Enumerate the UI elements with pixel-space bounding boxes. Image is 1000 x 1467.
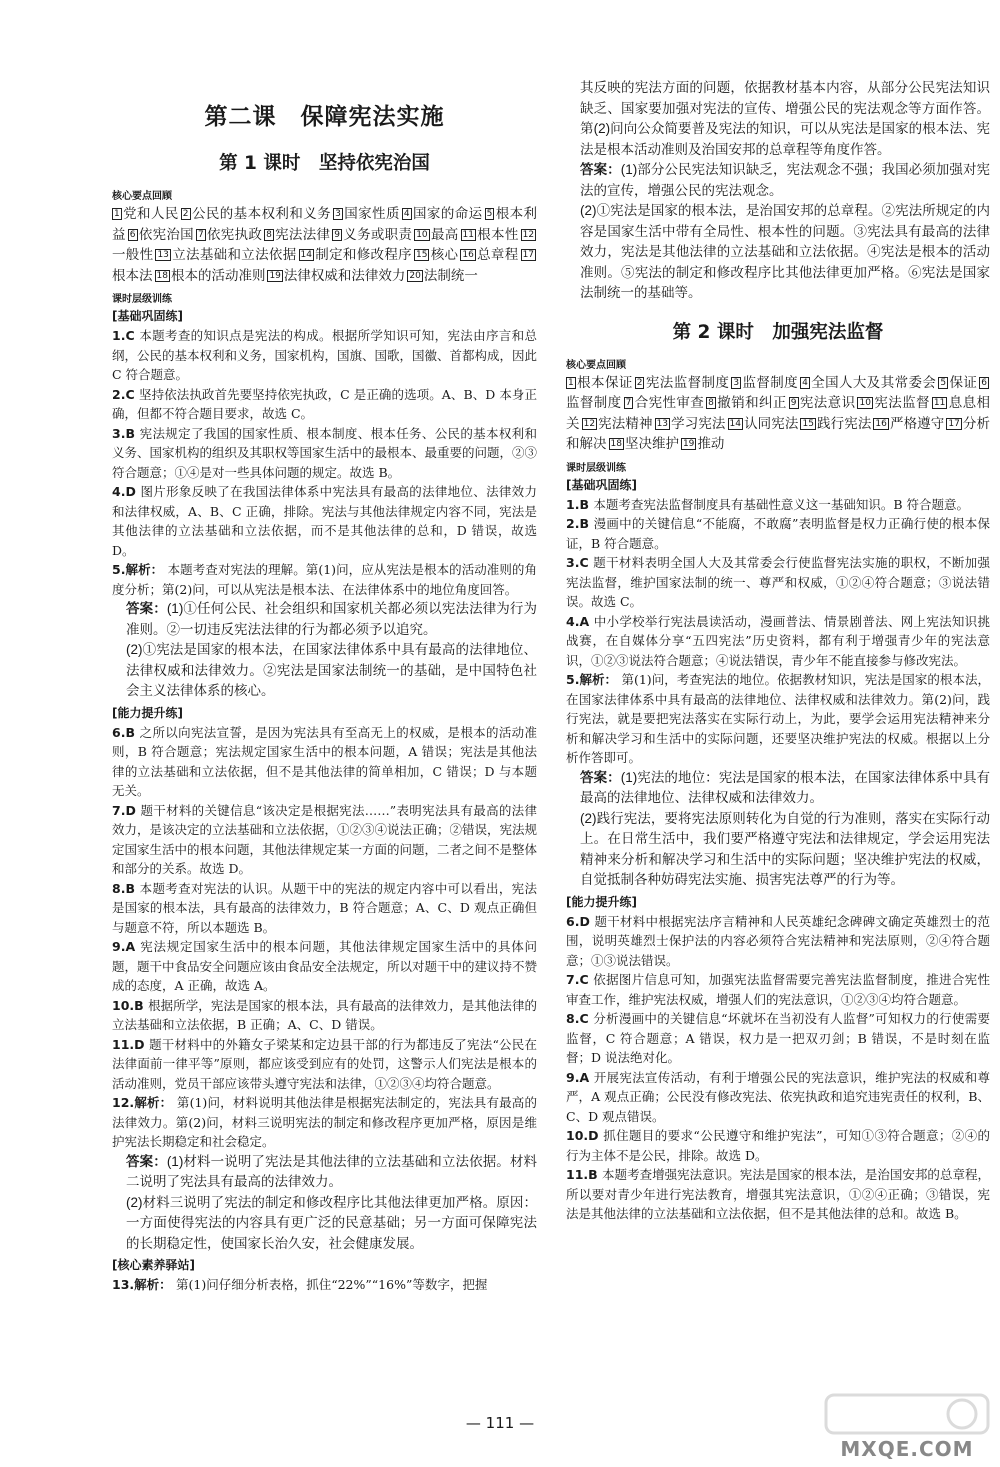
knowledge-text: 宪法法律	[274, 226, 331, 243]
knowledge-number: 6	[129, 229, 136, 240]
knowledge-text: 立法基础和立法依据	[171, 247, 297, 263]
knowledge-text: 最高	[430, 226, 459, 243]
knowledge-number: 18	[156, 270, 168, 281]
knowledge-number: 16	[462, 250, 474, 260]
answer-text: 依据图片信息可知，加强宪法监督需要完善宪法监督制度，推进合宪性审查工作，维护宪法权威，增强人们的宪法意识，①②③④均符合题意。	[566, 972, 990, 1007]
knowledge-number: 7	[625, 398, 632, 408]
answer-paragraph	[112, 640, 537, 702]
knowledge-item	[857, 395, 929, 411]
knowledge-text: 根本利益	[112, 206, 538, 243]
knowledge-number: 2	[182, 209, 189, 219]
knowledge-number: 11	[462, 229, 474, 240]
answer-item	[112, 385, 537, 424]
answer-label: 答案：	[580, 162, 621, 178]
knowledge-list	[112, 204, 537, 286]
knowledge-text: 依宪治国	[138, 226, 194, 243]
basic-practice-bar: [基础巩固练]	[112, 309, 183, 323]
answer-text: 图片形象反映了在我国法律体系中宪法具有最高的法律地位、法律效力和法律权威，A、B、C 正确，排除。宪法与其他法律规定内容不同，宪法是其他法律的立法基础和立法依据，而不是其他法律的总和，D 错误，故选 D。	[112, 484, 537, 558]
knowledge-text: 宪法意识	[799, 395, 856, 411]
answer-text: 本题考查增强宪法意识。宪法是国家的根本法，是治国安邦的总章程，所以要对青少年进行宪法教育，增强其宪法意识，①②④正确；③错误，宪法是其他法律的立法基础和立法依据，但不是其他法律的总和。故选 B。	[566, 1167, 990, 1221]
knowledge-item	[267, 268, 405, 284]
page-number: — 111 —	[465, 1414, 535, 1432]
knowledge-text: 根本性	[476, 226, 519, 243]
knowledge-number: 15	[415, 250, 428, 260]
answer-text: 分析漫画中的关键信息“坏就坏在当初没有人监督”可知权力的行使需要监督，C 符合题意；A 错误，权力是一把双刃剑；B 错误，不是时刻在监督；D 说法绝对化。	[566, 1011, 990, 1065]
knowledge-text: 根本保证	[576, 374, 633, 391]
knowledge-text: 核心	[430, 247, 459, 263]
knowledge-text: 坚决维护	[624, 436, 679, 452]
knowledge-number: 3	[733, 377, 740, 388]
answer-item	[566, 1068, 990, 1127]
answer-key: 5.解析：	[112, 562, 168, 577]
knowledge-number: 5	[940, 377, 947, 388]
answer-paragraph	[112, 1152, 537, 1193]
knowledge-text: 公民的基本权利和义务	[191, 206, 332, 222]
lesson-title: 第二课 保障宪法实施	[204, 104, 445, 130]
knowledge-number: 7	[197, 229, 204, 240]
answer-key: 8.B	[112, 880, 140, 896]
answer-key: 6.D	[566, 913, 595, 929]
knowledge-item	[196, 227, 262, 243]
answer-paragraph	[566, 809, 990, 891]
knowledge-number: 9	[790, 398, 797, 408]
answer-key: 9.A	[566, 1069, 594, 1085]
answer-item	[566, 1009, 990, 1068]
knowledge-item	[800, 416, 871, 432]
ability-items	[112, 723, 537, 1152]
answer-text: 漫画中的关键信息“不能腐，不敢腐”表明监督是权力正确行使的根本保证，B 符合题意。	[566, 516, 990, 551]
knowledge-item	[155, 247, 296, 263]
answer-paragraph	[566, 160, 990, 201]
answer-text: 之所以向宪法宣誓，是因为宪法具有至高无上的权威，是根本的活动准则，B 符合题意；宪法规定国家生活中的根本问题，A 错误；宪法是其他法律的立法基础和立法依据，但不是其他法律的简单相加，C 错误；D 与本题无关。	[112, 724, 537, 798]
answer-label: 答案：	[126, 1153, 167, 1170]
answer-label: 答案：	[580, 769, 621, 786]
knowledge-number: 10	[859, 398, 871, 408]
answer-item	[112, 937, 537, 996]
knowledge-item	[706, 395, 787, 411]
knowledge-text: 合宪性审查	[634, 395, 705, 411]
ability-practice-bar: [能力提升练]	[112, 705, 183, 720]
answer-item	[112, 424, 537, 483]
knowledge-number: 17	[522, 250, 535, 260]
answer-text: 中小学校举行宪法晨读活动，漫画普法、情景剧普法、网上宪法知识挑战赛，在自媒体分享“五四宪法”历史资料，都有利于增强青少年的宪法意识，①②③说法符合题意；④说法错误，青少年不能直接参与修改宪法。	[566, 613, 990, 668]
basic-items	[566, 495, 990, 768]
answer-key: 7.D	[112, 802, 141, 818]
knowledge-number: 1	[114, 209, 120, 219]
knowledge-item	[938, 375, 977, 391]
answer-item	[566, 912, 990, 971]
knowledge-number: 5	[486, 209, 493, 219]
left-column	[112, 80, 537, 1295]
answer-label: 答案：	[126, 601, 167, 617]
answer-text: 本题考查的知识点是宪法的构成。根据所学知识可知，宪法由序言和总纲，公民的基本权利和义务，国家机构，国旗、国歌，国徽、首都构成，因此 C 符合题意。	[112, 328, 538, 382]
knowledge-item	[128, 227, 194, 243]
period-2-title: 第 2 课时 加强宪法监督	[672, 321, 884, 343]
knowledge-number: 19	[269, 270, 281, 281]
knowledge-number: 3	[335, 209, 341, 219]
knowledge-item	[789, 395, 856, 411]
knowledge-item	[155, 268, 266, 284]
knowledge-item	[873, 416, 944, 432]
knowledge-text: 制定和修改程序	[314, 247, 412, 263]
answer-key: 1.B	[566, 496, 594, 512]
knowledge-text: 监督制度	[742, 374, 799, 391]
answer-key: 3.C	[566, 555, 594, 570]
answer-paragraph	[566, 201, 990, 304]
knowledge-item	[681, 436, 724, 452]
answer-text: 宪法规定国家生活中的根本问题，其他法律规定国家生活中的具体问题，题干中食品安全问题应该由食品安全法规定，所以对题干中的建议持不赞成的态度，A 正确，故选 A。	[112, 939, 538, 993]
section-training: 课时层级训练	[112, 294, 172, 305]
knowledge-text: 依宪执政	[206, 226, 263, 243]
answer-item	[112, 1093, 537, 1152]
answer-paragraph	[566, 78, 990, 160]
basic-practice-bar: [基础巩固练]	[566, 477, 637, 492]
q12-answer	[112, 1152, 537, 1255]
answer-paragraph-text: (1)①任何公民、社会组织和国家机关都必须以宪法法律为行为准则。②一切违反宪法法律的行为都必须予以追究。	[126, 601, 538, 637]
ability-practice-bar: [能力提升练]	[566, 894, 637, 909]
knowledge-text: 党和人民	[122, 206, 179, 222]
answer-paragraph-text: (2)①宪法是国家的根本法，在国家法律体系中具有最高的法律地位、法律权威和法律效力。②宪法是国家法制统一的基础，是中国特色社会主义法律体系的核心。	[126, 642, 537, 698]
knowledge-text: 宪法监督制度	[645, 374, 730, 391]
answer-item	[112, 482, 537, 560]
knowledge-text: 学习宪法	[671, 415, 726, 432]
answer-key: 6.B	[112, 724, 140, 740]
knowledge-text: 撤销和纠正	[716, 395, 787, 411]
knowledge-number: 2	[636, 377, 643, 388]
right-column	[566, 78, 990, 1224]
answer-key: 10.D	[566, 1128, 604, 1143]
q5-answer	[112, 599, 537, 702]
knowledge-number: 9	[334, 229, 340, 240]
answer-paragraph	[112, 1193, 537, 1255]
answer-paragraph-text: (1)部分公民宪法知识缺乏，宪法观念不强；我国必须加强对宪法的宣传，增强公民的宪法观念。	[580, 162, 991, 198]
answer-item	[566, 514, 990, 553]
knowledge-text: 根本的活动准则	[170, 267, 266, 284]
answer-item	[112, 1275, 537, 1295]
knowledge-text: 推动	[697, 436, 725, 452]
answer-text: 题干材料的关键信息“该决定是根据宪法……”表明宪法具有最高的法律效力，是该决定的立法基础和立法依据，①②③④说法正确；②错误，宪法规定国家生活中的根本问题，其他法律规定某一方面的问题，二者之间不是整体和部分的关系。故选 D。	[112, 802, 538, 876]
knowledge-text: 国家性质	[343, 206, 400, 222]
knowledge-text: 监督制度	[566, 395, 622, 411]
knowledge-number: 19	[682, 439, 695, 449]
knowledge-text: 宪法监督	[873, 395, 930, 411]
knowledge-number: 8	[708, 398, 714, 408]
answer-key: 13.解析：	[112, 1277, 176, 1292]
answer-key: 3.B	[112, 425, 140, 441]
knowledge-text: 息息相关	[566, 395, 991, 432]
answer-paragraph-text: (2)材料三说明了宪法的制定和修改程序比其他法律更加严格。原因：一方面使得宪法的内容具有更广泛的民意基础；另一方面可保障宪法的长期稳定性，使国家长治久安，社会健康发展。	[126, 1194, 537, 1251]
basic-items	[112, 326, 537, 599]
knowledge-item	[299, 247, 412, 263]
knowledge-list	[566, 373, 990, 455]
answer-key: 7.C	[566, 972, 594, 987]
knowledge-text: 保证	[949, 374, 978, 391]
knowledge-text: 义务或职责	[343, 226, 413, 243]
knowledge-text: 根本法	[112, 267, 153, 284]
knowledge-number: 12	[522, 229, 535, 240]
answer-text: 开展宪法宣传活动，有利于增强公民的宪法意识，维护宪法的权威和尊严，A 观点正确；公民没有修改宪法、依宪执政和追究违宪责任的权利，B、C、D 观点错误。	[566, 1069, 990, 1124]
answer-paragraph-text: (2)践行宪法，要将宪法原则转化为自觉的行为准则，落实在实际行动上。在日常生活中，我们要严格遵守宪法和法律规定，学会运用宪法精神来分析和解决学习和生活中的实际问题；坚决维护宪法的权威，自觉抵制各种妨碍宪法实施、损害宪法尊严的行为等。	[580, 810, 990, 887]
watermark-text: MXQE.COM	[840, 1437, 974, 1461]
knowledge-number: 14	[300, 250, 312, 260]
knowledge-number: 20	[409, 270, 421, 281]
knowledge-text: 宪法精神	[598, 415, 653, 432]
answer-text: 宪法规定了我国的国家性质、根本制度、根本任务、公民的基本权利和义务、国家机构的组织及其职权等国家生活中的最根本、最重要的问题，②③符合题意；①④是对一些具体问题的规定。故选 B。	[112, 425, 538, 480]
knowledge-number: 6	[981, 377, 988, 388]
answer-text: 题干材料表明全国人大及其常委会行使监督宪法实施的职权，不断加强宪法监督，维护国家法制的统一、尊严和权威，①②④符合题意；③说法错误。故选 C。	[566, 555, 990, 609]
knowledge-number: 12	[583, 418, 596, 429]
knowledge-item	[582, 416, 653, 432]
knowledge-number: 10	[416, 229, 428, 240]
answer-item	[112, 723, 537, 801]
knowledge-item	[332, 227, 412, 243]
knowledge-number: 17	[948, 418, 960, 429]
knowledge-item	[402, 206, 483, 222]
answer-item	[566, 1126, 990, 1165]
answer-key: 11.B	[566, 1167, 603, 1182]
answer-key: 4.D	[112, 484, 141, 499]
period-1-title: 第 1 课时 坚持依宪治国	[219, 153, 430, 174]
knowledge-text: 一般性	[112, 247, 154, 263]
answer-key: 11.D	[112, 1036, 150, 1052]
knowledge-item	[414, 247, 458, 263]
knowledge-item	[624, 395, 705, 411]
knowledge-number: 16	[875, 418, 887, 429]
answer-item	[112, 560, 537, 599]
knowledge-text: 分析和解决	[566, 415, 991, 452]
answer-paragraph-text: (1)宪法的地位：宪法是国家的根本法，在国家法律体系中具有最高的法律地位、法律权威和法律效力。	[580, 769, 991, 805]
knowledge-text: 法律权威和法律效力	[283, 267, 406, 284]
answer-text: 第(1)问，考查宪法的地位。依据教材知识，宪法是国家的根本法，在国家法律体系中具有最高的法律地位、法律权威和法律效力。第(2)问，践行宪法，就是要把宪法落实在实际行动上，为此，要学会运用宪法精神来分析和解决学习和生活中的实际问题，还要坚决维护宪法的权威。根据以上分析作答即可。	[566, 672, 990, 765]
answer-key: 5.解析：	[566, 672, 622, 687]
answer-key: 4.A	[566, 613, 594, 629]
knowledge-number: 13	[656, 418, 669, 429]
answer-item	[566, 670, 990, 768]
knowledge-item	[655, 416, 726, 432]
answer-item	[566, 553, 990, 612]
knowledge-item	[566, 375, 633, 391]
knowledge-text: 总章程	[476, 247, 519, 263]
answer-text: 根据所学，宪法是国家的根本法，具有最高的法律效力，是其他法律的立法基础和立法依据，B 正确；A、C、D 错误。	[112, 997, 537, 1032]
answer-item	[112, 879, 537, 938]
knowledge-item	[414, 227, 458, 243]
section-training: 课时层级训练	[566, 462, 626, 474]
ability-items	[566, 912, 990, 1224]
knowledge-number: 4	[802, 377, 808, 388]
section-key-points: 核心要点回顾	[112, 191, 172, 202]
section-key-points: 核心要点回顾	[566, 359, 626, 371]
knowledge-text: 法制统一	[423, 267, 478, 284]
answer-key: 10.B	[112, 997, 149, 1013]
knowledge-number: 18	[610, 439, 622, 449]
answer-item	[566, 970, 990, 1009]
knowledge-number: 11	[933, 398, 946, 408]
knowledge-item	[181, 206, 331, 222]
knowledge-item	[461, 227, 519, 243]
answer-paragraph-text: (2)①宪法是国家的根本法，是治国安邦的总章程。②宪法所规定的内容是国家生活中带有全局性、根本性的问题。③宪法具有最高的法律效力，宪法是其他法律的立法基础和立法依据。④宪法是根本的活动准则。⑤宪法的制定和修改程序比其他法律更加严格。⑥宪法是国家法制统一的基础等。	[580, 203, 990, 300]
answer-item	[566, 1165, 990, 1224]
knowledge-item	[728, 416, 799, 432]
knowledge-text: 认同宪法	[743, 415, 799, 432]
answer-text: 抓住题目的要求“公民遵守和维护宪法”，可知①③符合题意；②④的行为主体不是公民，排除。故选 D。	[566, 1128, 990, 1163]
knowledge-number: 1	[568, 377, 574, 388]
answer-text: 本题考查对宪法的认识。从题干中的宪法的规定内容中可以看出，宪法是国家的根本法，具有最高的法律效力，B 符合题意；A、C、D 观点正确但与题意不符，所以本题选 B。	[112, 880, 537, 935]
knowledge-number: 13	[157, 250, 169, 260]
answer-key: 8.C	[566, 1011, 594, 1026]
answer-item	[112, 996, 537, 1035]
answer-key: 2.C	[112, 386, 140, 402]
answer-key: 1.C	[112, 328, 140, 343]
knowledge-item	[609, 436, 679, 452]
knowledge-item	[333, 206, 400, 222]
answer-paragraph-text: 其反映的宪法方面的问题，依据教材基本内容，从部分公民宪法知识缺乏、国家要加强对宪法的宣传、增强公民的宪法观念等方面作答。第(2)问向公众简要普及宪法的知识，可以从宪法是国家的根本法、宪法是根本活动准则及治国安邦的总章程等角度作答。	[580, 80, 990, 157]
core-items	[112, 1275, 537, 1295]
answer-item	[112, 1035, 537, 1094]
knowledge-text: 践行宪法	[816, 415, 872, 432]
answer-key: 9.A	[112, 939, 141, 954]
knowledge-number: 4	[403, 209, 410, 219]
answer-key: 12.解析：	[112, 1095, 177, 1110]
answer-text: 第(1)问仔细分析表格，抓住“22%”“16%”等数字，把握	[176, 1277, 488, 1292]
knowledge-item	[407, 268, 477, 284]
knowledge-item	[731, 375, 798, 391]
answer-item	[566, 495, 990, 515]
knowledge-number: 15	[802, 418, 814, 429]
knowledge-item	[800, 375, 936, 391]
knowledge-item	[112, 206, 179, 222]
answer-item	[566, 612, 990, 671]
answer-text: 坚持依法执政首先要坚持依宪执政，C 是正确的选项。A、B、D 本身正确，但都不符合题目要求，故选 C。	[112, 386, 537, 421]
answer-item	[112, 326, 537, 385]
knowledge-number: 8	[266, 229, 272, 240]
knowledge-text: 严格遵守	[889, 415, 945, 432]
knowledge-item	[264, 227, 330, 243]
answer-paragraph	[112, 599, 537, 640]
answer-paragraph-text: (1)材料一说明了宪法是其他法律的立法基础和立法依据。材料二说明了宪法具有最高的法律效力。	[126, 1153, 538, 1189]
answer-text: 本题考查宪法监督制度具有基础性意义这一基础知识。B 符合题意。	[593, 496, 969, 512]
continued-answer	[566, 78, 990, 304]
knowledge-item	[460, 247, 518, 263]
answer-text: 题干材料中的外籍女子梁某和定边县干部的行为都违反了宪法“公民在法律面前一律平等”原则，都应该受到应有的处罚，这警示人们宪法是根本的活动准则，党员干部应该带头遵守宪法和法律，①②③④均符合题意。	[112, 1036, 537, 1091]
answer-text: 第(1)问，材料说明其他法律是根据宪法制定的，宪法具有最高的法律效力。第(2)问，材料三说明宪法的制定和修改程序更加严格，原因是维护宪法长期稳定和社会稳定。	[112, 1095, 537, 1149]
answer-item	[112, 801, 537, 879]
core-literacy-bar: [核心素养驿站]	[112, 1258, 195, 1272]
knowledge-item	[635, 375, 730, 391]
answer-paragraph	[566, 768, 990, 809]
knowledge-number: 14	[729, 418, 741, 429]
answer-text: 题干材料中根据宪法序言精神和人民英雄纪念碑碑文确定英雄烈士的范围，说明英雄烈士保护法的内容必须符合宪法精神和宪法原则，②④符合题意；①③说法错误。	[566, 913, 990, 968]
answer-text: 本题考查对宪法的理解。第(1)问，应从宪法是根本的活动准则的角度分析；第(2)问，可以从宪法是根本法、在法律体系中的地位角度回答。	[112, 562, 537, 597]
knowledge-text: 全国人大及其常委会	[810, 374, 937, 391]
q5-answer	[566, 768, 990, 891]
knowledge-text: 国家的命运	[412, 206, 483, 222]
answer-key: 2.B	[566, 516, 594, 531]
